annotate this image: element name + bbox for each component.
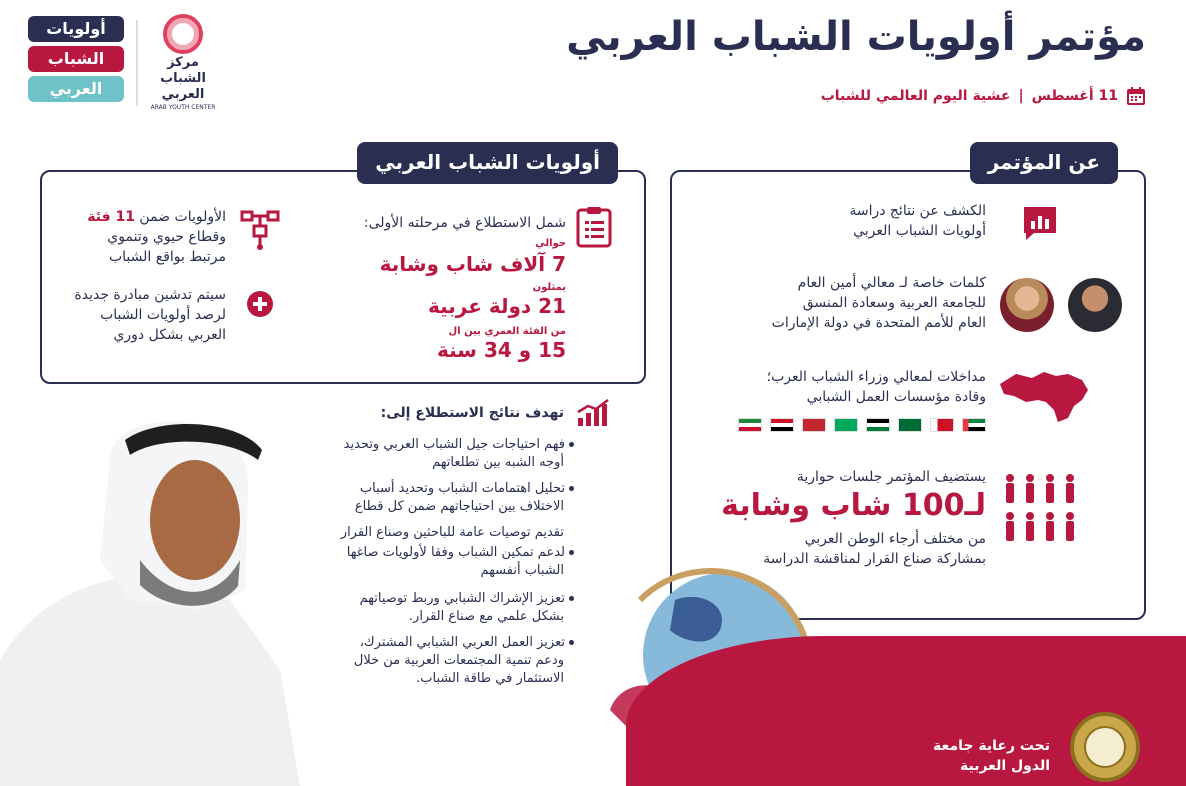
speaker-photo-2 bbox=[1000, 278, 1054, 332]
person-photo bbox=[0, 410, 310, 786]
about-item-1-line-2: أولويات الشباب العربي bbox=[853, 223, 986, 239]
bahrain-flag-icon bbox=[930, 418, 954, 432]
label-age: من الفئة العمري بين ال bbox=[448, 326, 566, 337]
jordan-flag-icon bbox=[866, 418, 890, 432]
goal-4-text: لدعم تمكين الشباب وفقا لأولويات صاغها bbox=[346, 545, 565, 560]
initiative-line-1: سيتم تدشين مبادرة جديدة bbox=[74, 287, 226, 303]
goal-3-line-1: تقديم توصيات عامة للباحثين وصناع القرار bbox=[340, 525, 564, 540]
stat-age-range: 15 و 34 سنة bbox=[437, 338, 566, 362]
priority-categories-count: 11 فئة bbox=[87, 209, 135, 225]
priorities-logo bbox=[28, 16, 124, 106]
chat-chart-icon bbox=[1022, 205, 1058, 241]
clipboard-icon bbox=[576, 206, 612, 248]
event-date: 11 أغسطس bbox=[1031, 88, 1118, 104]
goal-4-line-2: الشباب أنفسهم bbox=[480, 563, 564, 578]
event-occasion: عشية اليوم العالمي للشباب bbox=[820, 88, 1011, 104]
about-item-4-line-3: بمشاركة صناع القرار لمناقشة الدراسة bbox=[763, 551, 986, 567]
patronage-line-2: الدول العربية bbox=[960, 758, 1050, 774]
arab-youth-center-logo bbox=[150, 14, 216, 111]
arab-league-seal-icon bbox=[1070, 712, 1140, 782]
bullet-icon bbox=[569, 596, 574, 601]
arab-world-map-icon bbox=[998, 366, 1090, 424]
goal-4-line-1 bbox=[347, 544, 574, 562]
logo-word-1: أولويات bbox=[28, 16, 124, 42]
goals-heading: تهدف نتائج الاستطلاع إلى: bbox=[380, 405, 564, 421]
bullet-icon bbox=[569, 550, 574, 555]
country-flags bbox=[738, 418, 986, 432]
date-line bbox=[821, 86, 1146, 106]
about-item-1-line-1: الكشف عن نتائج دراسة bbox=[849, 203, 986, 219]
priority-categories-line-1 bbox=[87, 208, 226, 227]
ayc-emblem-icon bbox=[163, 14, 203, 54]
about-item-3-line-2: وقادة مؤسسات العمل الشبابي bbox=[806, 389, 986, 405]
uae-flag-icon bbox=[962, 418, 986, 432]
plus-badge-icon bbox=[246, 290, 274, 318]
logo-word-2: الشباب bbox=[28, 46, 124, 72]
goal-5-line-1 bbox=[360, 590, 574, 608]
priority-categories-line-3: مرتبط بواقع الشباب bbox=[108, 249, 226, 265]
goal-1-line-2: أوجه الشبه بين تطلعاتهم bbox=[432, 455, 564, 470]
logo-divider bbox=[136, 20, 138, 106]
priority-categories-line-2: وقطاع حيوي وتنموي bbox=[107, 229, 226, 245]
about-item-3-line-1: مداخلات لمعالي وزراء الشباب العرب؛ bbox=[766, 369, 986, 385]
ayc-english: ARAB YOUTH CENTER bbox=[150, 104, 216, 111]
about-item-2-line-2: للجامعة العربية وسعادة المنسق bbox=[802, 295, 986, 311]
patronage-text bbox=[933, 736, 1050, 776]
mauritania-flag-icon bbox=[834, 418, 858, 432]
date-separator: | bbox=[1018, 88, 1024, 104]
goal-6-line-2: ودعم تنمية المجتمعات العربية من خلال bbox=[353, 653, 564, 668]
goal-5-text: تعزيز الإشراك الشبابي وربط توصياتهم bbox=[359, 591, 565, 606]
seal-center bbox=[1084, 726, 1126, 768]
survey-intro: شمل الاستطلاع في مرحلته الأولى: bbox=[363, 215, 566, 231]
calendar-icon bbox=[1126, 86, 1146, 106]
ayc-name-1: مركز bbox=[167, 55, 199, 70]
youth-people-icon bbox=[1002, 470, 1082, 550]
goal-5-line-2: بشكل علمي مع صناع القرار. bbox=[408, 609, 564, 624]
stat-participants: 7 آلاف شاب وشابة bbox=[379, 252, 566, 276]
logo-word-3: العربي bbox=[28, 76, 124, 102]
speaker-photo-1 bbox=[1068, 278, 1122, 332]
saudi-flag-icon bbox=[898, 418, 922, 432]
goal-2-line-1 bbox=[360, 480, 574, 498]
goal-6-line-1 bbox=[360, 634, 574, 652]
bullet-icon bbox=[569, 640, 574, 645]
morocco-flag-icon bbox=[802, 418, 826, 432]
label-about: حوالي bbox=[535, 238, 566, 249]
kuwait-flag-icon bbox=[738, 418, 762, 432]
initiative-line-3: العربي بشكل دوري bbox=[113, 327, 226, 343]
about-item-4-highlight: لـ100 شاب وشابة bbox=[721, 488, 986, 523]
about-item-2-line-1: كلمات خاصة لـ معالي أمين العام bbox=[797, 275, 986, 291]
goal-6-text: تعزيز العمل العربي الشبابي المشترك، bbox=[359, 635, 565, 650]
label-represent: يمثلون bbox=[532, 282, 566, 293]
patronage-line-1: تحت رعاية جامعة bbox=[933, 738, 1050, 754]
ayc-name-3: العربي bbox=[161, 87, 205, 102]
about-item-4-line-2: من مختلف أرجاء الوطن العربي bbox=[804, 531, 986, 547]
egypt-flag-icon bbox=[770, 418, 794, 432]
about-tab: عن المؤتمر bbox=[970, 142, 1118, 184]
goal-1-text: فهم احتياجات جيل الشباب العربي وتحديد bbox=[343, 437, 565, 452]
bullet-icon bbox=[569, 486, 574, 491]
about-item-2-line-3: العام للأمم المتحدة في دولة الإمارات bbox=[771, 315, 986, 331]
initiative-line-2: لرصد أولويات الشباب bbox=[100, 307, 226, 323]
stat-countries: 21 دولة عربية bbox=[427, 294, 566, 318]
network-categories-icon bbox=[240, 210, 280, 250]
ayc-name-2: الشباب bbox=[160, 71, 206, 86]
goal-2-text: تحليل اهتمامات الشباب وتحديد أسباب bbox=[359, 481, 565, 496]
priority-categories-pre: الأولويات ضمن bbox=[134, 209, 226, 225]
about-item-4-intro: يستضيف المؤتمر جلسات حوارية bbox=[796, 469, 986, 485]
goal-2-line-2: الاختلاف بين احتياجاتهم ضمن كل قطاع bbox=[354, 499, 564, 514]
bullet-icon bbox=[569, 442, 574, 447]
goal-1-line-1 bbox=[344, 436, 574, 454]
page-title: مؤتمر أولويات الشباب العربي bbox=[566, 14, 1146, 60]
goal-6-line-3: الاستثمار في طاقة الشباب. bbox=[416, 671, 564, 686]
growth-chart-icon bbox=[576, 398, 612, 428]
priorities-tab: أولويات الشباب العربي bbox=[357, 142, 618, 184]
